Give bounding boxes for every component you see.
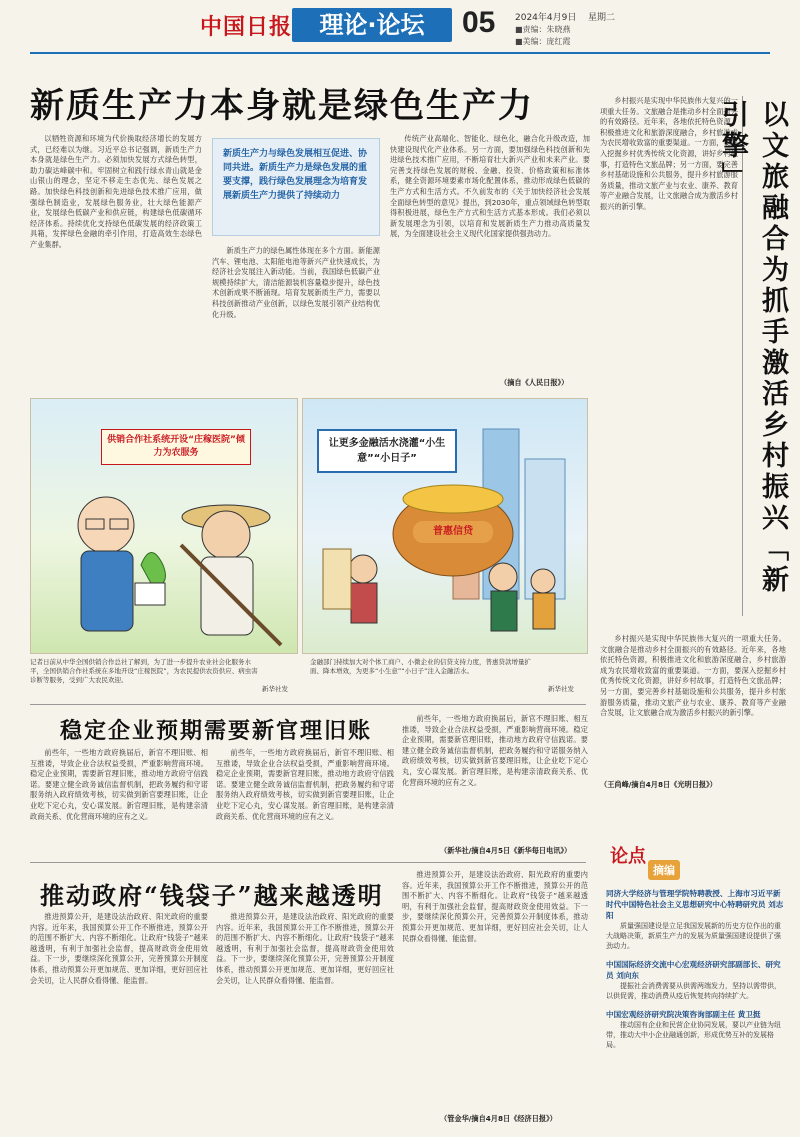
pot-label: 普惠信贷	[413, 521, 493, 543]
lead-col3-text: 传统产业高端化、智能化、绿色化，融合化升级改造，加快建设现代化产业体系。另一方面，要加强绿色科技创新和先进绿色技术推广应用，不断培育壮大新兴产业和未来产业。要完善支持绿色发展的财税、金融、投资、价格政策和标准体系，健全资源环境要素市场化配置体系，推动形成绿色低碳的生产方式和生活方式。不久前发布的《关于加快经济社会发展全面绿色转型的意见》提出，到2030年，重点领域绿色转型取得积极进展，绿色生产方式和生活方式基本形成。我们必须以新发展理念为引领，以培育和发展新质生产力推动高质量发展，为全面建设社会主义现代化国家提供强劲动力。	[390, 134, 590, 239]
page-number: 05	[462, 6, 496, 39]
forum-item-author: 中国宏观经济研究院决策咨询部副主任 黄卫挺	[606, 1010, 761, 1019]
section-divider-2	[30, 862, 586, 863]
lead-headline: 新质生产力本身就是绿色生产力	[30, 86, 534, 126]
cartoon-farm-service	[30, 398, 298, 654]
lead-col1-text: 以牺牲资源和环境为代价换取经济增长的发展方式，已经难以为继。习近平总书记强调，新质生产力本身就是绿色生产力。必须加快发展方式绿色转型，助力碳达峰碳中和。牢固树立和践行绿水青山就是金山银山的理念，坚定不移走生态优先、绿色发展之路。加快绿色科技创新和先进绿色技术推广应用，做强绿色制造业，发展绿色服务业，壮大绿色能源产业，发展绿色低碳产业和供应链，构建绿色低碳循环经济体系。持续优化支持绿色低碳发展的经济政策工具箱，发挥绿色金融的牵引作用，打造高效生态绿色产业集群。	[30, 134, 202, 249]
forum-logo-main: 论点	[610, 846, 646, 867]
article-2-text-2: 前些年，一些地方政府换届后，新官不理旧账、相互推诿，导致企业合法权益受损，严重影响营商环境。稳定企业预期，需要新官理旧账，推动地方政府守信践诺。要建立健全政务诚信监督机制，把政务履约和守诺服务纳入政府绩效考核，切实做到新官要理旧账，让企业吃下定心丸，安心谋发展。新官理旧账，是构建亲清政商关系、优化营商环境的应有之义。	[216, 748, 394, 821]
forum-item-author: 中国国际经济交流中心宏观经济研究部副部长、研究员 刘向东	[606, 960, 781, 980]
article-2-source: （新华社/摘自4月5日《新华每日电讯》）	[440, 846, 572, 855]
lead-column-1	[30, 134, 202, 386]
article-2-column-2	[216, 748, 394, 844]
pullquote-text: 新质生产力与绿色发展相互促进、协同共进。新质生产力是绿色发展的重要支撑，践行绿色发展理念为培育发展新质生产力提供了持续动力	[223, 149, 368, 201]
article-3-headline: 推动政府“钱袋子”越来越透明	[40, 881, 384, 910]
article-2-column-3	[402, 714, 588, 844]
forum-item-text: 提振社会消费需要从供需两端发力，坚持以需带供，以供促需，推动消费从疫后恢复转向持续扩大。	[606, 982, 781, 1000]
article-3-column-1	[30, 912, 208, 1126]
forum-digest	[606, 888, 784, 1120]
forum-item	[606, 959, 784, 1001]
article-3-text-2: 推进预算公开，是建设法治政府、阳光政府的重要内容。近年来，我国预算公开工作不断推进，预算公开的范围不断扩大、内容不断细化。让政府“钱袋子”越来越透明，有利于加强社会监督，提高财政资金使用效益。下一步，要继续深化预算公开，完善预算公开制度体系，推动预算公开更加规范、更加详细，更好回应社会关切，让人民群众看得懂、能监督。	[216, 912, 394, 985]
article-3-text-3: 推进预算公开，是建设法治政府、阳光政府的重要内容。近年来，我国预算公开工作不断推进，预算公开的范围不断扩大、内容不断细化。让政府“钱袋子”越来越透明，有利于加强社会监督，提高财政资金使用效益。下一步，要继续深化预算公开，完善预算公开制度体系，推动预算公开更加规范、更加详细，更好回应社会关切，让人民群众看得懂、能监督。	[402, 870, 588, 943]
editor-credits	[515, 24, 571, 48]
header-rule	[30, 52, 770, 54]
article-3-column-2	[216, 912, 394, 1126]
article-3-text: 推进预算公开，是建设法治政府、阳光政府的重要内容。近年来，我国预算公开工作不断推进，预算公开的范围不断扩大、内容不断细化。让政府“钱袋子”越来越透明，有利于加强社会监督，提高财政资金使用效益。下一步，要继续深化预算公开，完善预算公开制度体系，推动预算公开更加规范、更加详细，更好回应社会关切，让人民群众看得懂、能监督。	[30, 912, 208, 985]
right-column-title: 以文旅融合为抓手激活乡村振兴「新引擎」	[717, 100, 788, 596]
masthead	[0, 0, 800, 58]
forum-item	[606, 1009, 784, 1050]
lead-column-2	[212, 246, 380, 386]
editor-line: ■责编：朱晓燕	[515, 25, 571, 34]
right-column-text: 乡村振兴是实现中华民族伟大复兴的一项重大任务。文旅融合是推动乡村全面振兴的有效路径。近年来，各地依托特色资源，积极推进文化和旅游深度融合，乡村旅游成为农民增收致富的重要渠道。一方面，要深入挖掘乡村优秀传统文化资源，讲好乡村故事，打造特色文旅品牌；另一方面，要完善乡村基础设施和公共服务，提升乡村旅游服务质量，推动文旅产业与农业、康养、教育等产业融合发展，让文旅融合成为激活乡村振兴的新引擎。	[600, 96, 738, 211]
cartoon-inclusive-credit	[302, 398, 588, 654]
right-column-source: （王尚峰/摘自4月8日《光明日报》）	[600, 780, 717, 789]
article-2-text: 前些年，一些地方政府换届后，新官不理旧账、相互推诿，导致企业合法权益受损，严重影响营商环境。稳定企业预期，需要新官理旧账，推动地方政府守信践诺。要建立健全政务诚信监督机制，把政务履约和守诺服务纳入政府绩效考核，切实做到新官要理旧账，让企业吃下定心丸，安心谋发展。新官理旧账，是构建亲清政商关系、优化营商环境的应有之义。	[30, 748, 208, 821]
lead-col2-text: 新质生产力的绿色属性体现在多个方面。新能源汽车、锂电池、太阳能电池等新兴产业快速成长，为经济社会发展注入新动能。当前，我国绿色低碳产业规模持续扩大，清洁能源装机容量稳步提升，绿色技术创新成果不断涌现。培育发展新质生产力，需要以科技创新推动产业创新，以绿色发展引领产业结构优化升级。	[212, 246, 380, 319]
cartoon-right-credit: 新华社发	[548, 685, 574, 693]
forum-item-text: 质量强国建设是立足我国发展新的历史方位作出的重大战略决策，新质生产力的发展为质量强国建设提供了强劲动力。	[606, 922, 781, 950]
forum-item-text: 推动国有企业和民营企业协同发展，要以产业链为纽带，推动大中小企业融通创新，形成优势互补的发展格局。	[606, 1021, 781, 1049]
section-divider	[30, 704, 586, 705]
article-3-column-3	[402, 870, 588, 1114]
lead-source: （摘自《人民日报》）	[500, 378, 569, 387]
issue-date: 2024年4月9日	[515, 13, 577, 23]
newspaper-logo: 中国日报	[200, 14, 293, 40]
forum-item	[606, 888, 784, 951]
article-2-column-1	[30, 748, 208, 844]
pullquote-box	[212, 138, 380, 236]
designer-line: ■美编：庞红霞	[515, 37, 571, 46]
right-column-continued	[600, 634, 786, 778]
cartoon-left-credit: 新华社发	[262, 685, 288, 693]
section-title: 理论·论坛	[292, 8, 452, 42]
lead-column-3	[390, 134, 590, 378]
forum-item-author: 同济大学经济与管理学院特聘教授、上海市习近平新时代中国特色社会主义思想研究中心特聘研究员 刘志阳	[606, 889, 784, 920]
article-2-text-3: 前些年，一些地方政府换届后，新官不理旧账、相互推诿，导致企业合法权益受损，严重影响营商环境。稳定企业预期，需要新官理旧账，推动地方政府守信践诺。要建立健全政务诚信监督机制，把政务履约和守诺服务纳入政府绩效考核，切实做到新官要理旧账，让企业吃下定心丸，安心谋发展。新官理旧账，是构建亲清政商关系、优化营商环境的应有之义。	[402, 714, 588, 787]
cartoon-right-banner: 让更多金融活水浇灌“小生意”“小日子”	[317, 429, 457, 473]
cartoon-left-caption: 记者日前从中华全国供销合作总社了解到，为了进一步提升农业社会化服务水平，全国供销合作社系统在多地开设“庄稼医院”，为农民提供农资供应、病虫害诊断等服务，受到广大农民欢迎。	[30, 658, 258, 684]
article-2-headline: 稳定企业预期需要新官理旧账	[60, 718, 373, 744]
farmers-illustration	[31, 455, 299, 655]
right-column-text-2: 乡村振兴是实现中华民族伟大复兴的一项重大任务。文旅融合是推动乡村全面振兴的有效路径。近年来，各地依托特色资源，积极推进文化和旅游深度融合，乡村旅游成为农民增收致富的重要渠道。一方面，要深入挖掘乡村优秀传统文化资源，讲好乡村故事，打造特色文旅品牌；另一方面，要完善乡村基础设施和公共服务，提升乡村旅游服务质量，推动文旅产业与农业、康养、教育等产业融合发展，让文旅融合成为激活乡村振兴的新引擎。	[600, 634, 786, 718]
forum-logo-sub: 摘编	[648, 860, 680, 880]
issue-weekday: 星期二	[588, 13, 616, 23]
article-3-source: （管金华/摘自4月8日《经济日报》）	[440, 1114, 557, 1123]
cartoon-right-caption: 金融部门持续加大对个体工商户、小微企业的信贷支持力度，普惠贷款增量扩面、降本增效，为更多“小生意”“小日子”注入金融活水。	[310, 658, 531, 675]
forum-logo	[610, 842, 690, 884]
cartoon-left-banner: 供销合作社系统开设“庄稼医院”倾力为农服务	[101, 429, 251, 465]
